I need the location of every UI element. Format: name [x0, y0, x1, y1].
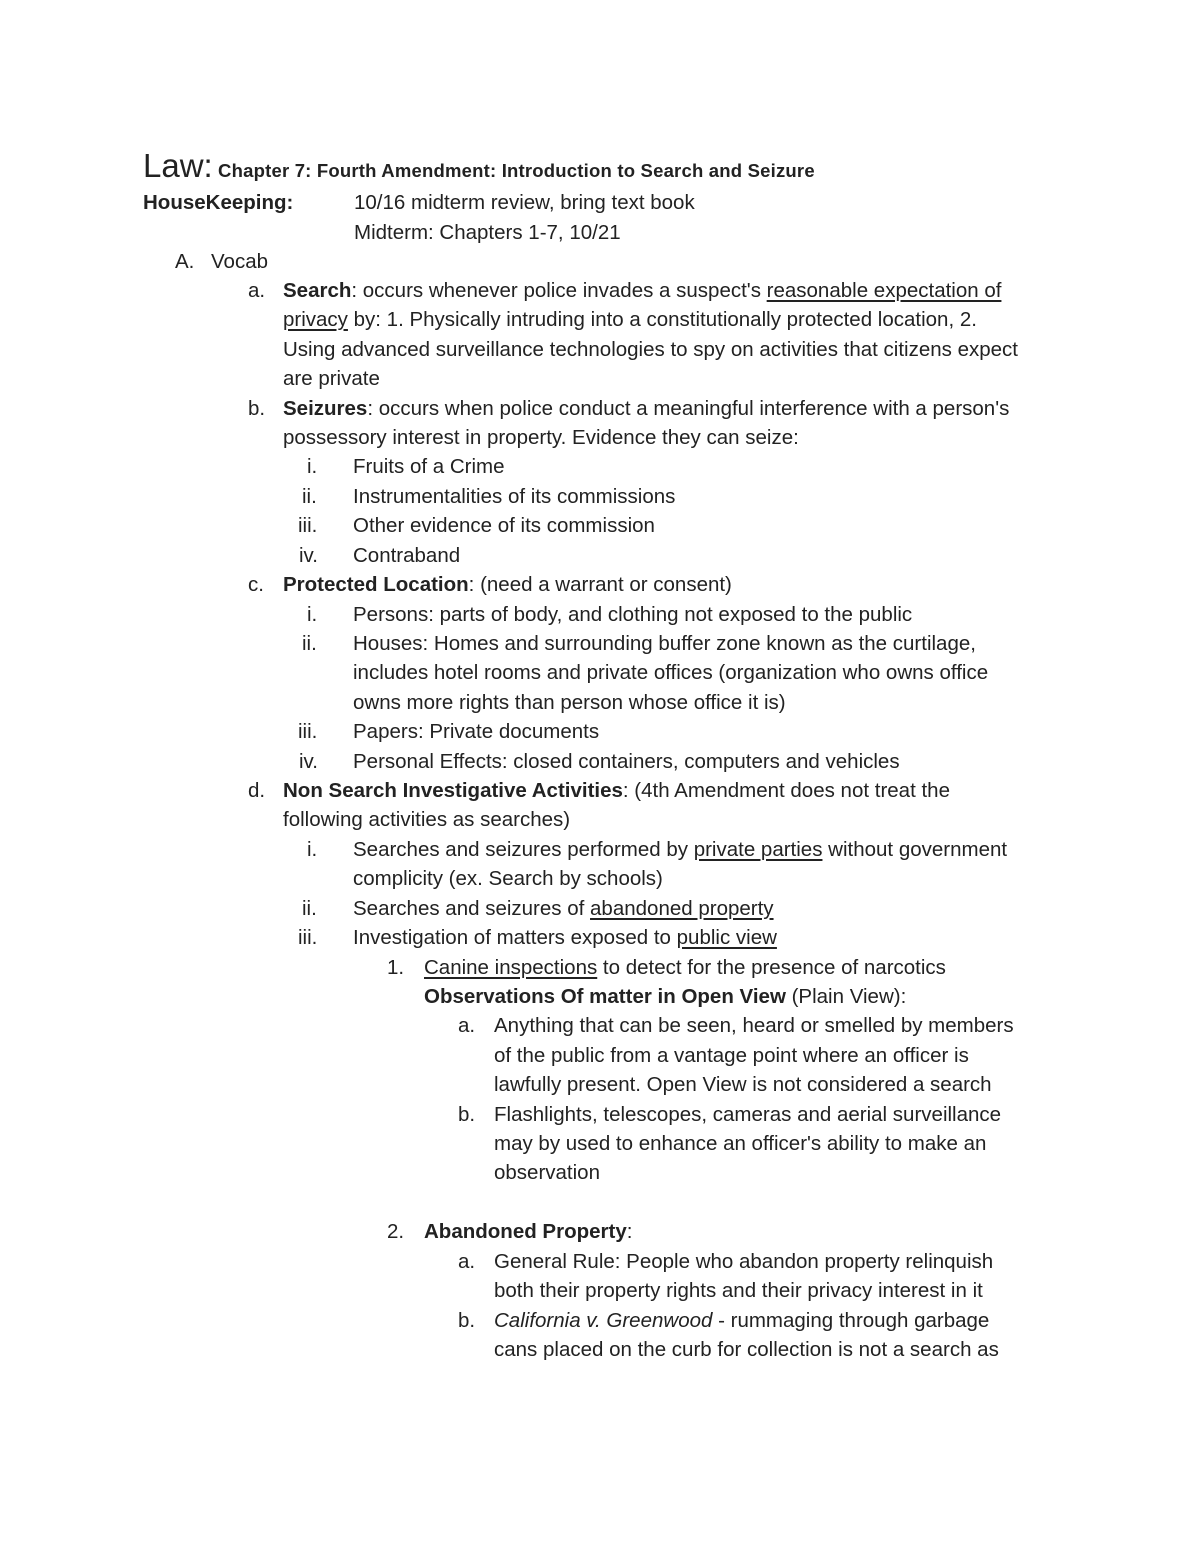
housekeeping-label: HouseKeeping:	[143, 191, 294, 214]
underlined-phrase: reasonable expectation of	[766, 279, 1002, 302]
list-item: Contraband	[353, 544, 461, 567]
list-item-continuation: cans placed on the curb for collection is not a search as	[494, 1338, 999, 1361]
term-abandoned-property: Abandoned Property	[424, 1220, 627, 1243]
list-item-continuation: both their property rights and their privacy interest in it	[494, 1279, 983, 1302]
list-item: Other evidence of its commission	[353, 514, 655, 537]
list-marker: iv.	[299, 544, 318, 567]
underlined-phrase: private parties	[693, 838, 823, 861]
list-item: Fruits of a Crime	[353, 455, 505, 478]
term-search: Search	[283, 279, 352, 302]
list-marker: 1.	[387, 956, 405, 979]
term-open-view: Observations Of matter in Open View	[424, 985, 786, 1008]
list-item: Searches and seizures of abandoned property	[353, 897, 774, 920]
term-protected-location: Protected Location	[283, 573, 469, 596]
list-marker: a.	[248, 279, 266, 302]
list-marker: iii.	[298, 926, 318, 949]
list-item: California v. Greenwood - rummaging through garbage	[494, 1309, 990, 1332]
search-definition-line-1: Search: occurs whenever police invades a suspect's reasonable expectation of	[283, 279, 1002, 302]
non-search-heading-line-2: following activities as searches)	[283, 808, 571, 831]
search-definition-line-3: Using advanced surveillance technologies to spy on activities that citizens expect	[283, 338, 1018, 361]
list-marker: iv.	[299, 750, 318, 773]
list-marker: i.	[307, 603, 318, 626]
list-item-continuation: of the public from a vantage point where an officer is	[494, 1044, 969, 1067]
list-marker: ii.	[302, 897, 317, 920]
term-non-search-activities: Non Search Investigative Activities	[283, 779, 623, 802]
list-item: Papers: Private documents	[353, 720, 600, 743]
list-item: Houses: Homes and surrounding buffer zone known as the curtilage,	[353, 632, 976, 655]
list-item: Investigation of matters exposed to public view	[353, 926, 777, 949]
list-item: Anything that can be seen, heard or smelled by members	[494, 1014, 1014, 1037]
housekeeping-line-1: 10/16 midterm review, bring text book	[354, 191, 695, 214]
underlined-phrase: public view	[676, 926, 777, 949]
list-item: Personal Effects: closed containers, computers and vehicles	[353, 750, 900, 773]
underlined-phrase: abandoned property	[590, 897, 774, 920]
section-vocab-title: Vocab	[211, 250, 268, 273]
list-marker: a.	[458, 1014, 476, 1037]
underlined-phrase: Canine inspections	[424, 956, 598, 979]
law-label: Law:	[143, 147, 213, 184]
list-item: Persons: parts of body, and clothing not exposed to the public	[353, 603, 913, 626]
list-item: Flashlights, telescopes, cameras and aerial surveillance	[494, 1103, 1002, 1126]
list-marker: iii.	[298, 720, 318, 743]
list-marker: b.	[458, 1309, 476, 1332]
abandoned-property-heading: Abandoned Property:	[424, 1220, 633, 1243]
term-seizures: Seizures	[283, 397, 368, 420]
chapter-title: Chapter 7: Fourth Amendment: Introduction to Search and Seizure	[212, 160, 815, 181]
search-definition-line-2: privacy by: 1. Physically intruding into a constitutionally protected location, 2.	[283, 308, 977, 331]
seizures-definition-line-1: Seizures: occurs when police conduct a meaningful interference with a person's	[283, 397, 1010, 420]
housekeeping-line-2: Midterm: Chapters 1-7, 10/21	[354, 221, 621, 244]
list-item-continuation: may by used to enhance an officer's ability to make an	[494, 1132, 987, 1155]
list-marker: i.	[307, 455, 318, 478]
list-item: Searches and seizures performed by private parties without government	[353, 838, 1008, 861]
list-item-continuation: observation	[494, 1161, 600, 1184]
list-item-continuation: complicity (ex. Search by schools)	[353, 867, 663, 890]
list-marker: b.	[248, 397, 266, 420]
protected-location-heading: Protected Location: (need a warrant or consent)	[283, 573, 732, 596]
list-item-continuation: includes hotel rooms and private offices (organization who owns office	[353, 661, 989, 684]
page-title	[143, 146, 815, 191]
list-marker: iii.	[298, 514, 318, 537]
list-item: Instrumentalities of its commissions	[353, 485, 676, 508]
list-item-continuation: owns more rights than person whose office it is)	[353, 691, 786, 714]
open-view-heading: Observations Of matter in Open View (Plain View):	[424, 985, 907, 1008]
non-search-heading-line-1: Non Search Investigative Activities: (4th Amendment does not treat the	[283, 779, 950, 802]
list-item-continuation: lawfully present. Open View is not considered a search	[494, 1073, 992, 1096]
list-marker: c.	[248, 573, 264, 596]
seizures-definition-line-2: possessory interest in property. Evidence they can seize:	[283, 426, 799, 449]
list-item: Canine inspections to detect for the presence of narcotics	[424, 956, 946, 979]
underlined-phrase: privacy	[283, 308, 348, 331]
list-marker: ii.	[302, 632, 317, 655]
list-marker: b.	[458, 1103, 476, 1126]
outline-marker-A: A.	[175, 250, 195, 273]
case-name: California v. Greenwood	[494, 1309, 713, 1332]
list-marker: a.	[458, 1250, 476, 1273]
list-marker: 2.	[387, 1220, 405, 1243]
search-definition-line-4: are private	[283, 367, 380, 390]
list-marker: d.	[248, 779, 266, 802]
list-item: General Rule: People who abandon property relinquish	[494, 1250, 994, 1273]
list-marker: i.	[307, 838, 318, 861]
list-marker: ii.	[302, 485, 317, 508]
